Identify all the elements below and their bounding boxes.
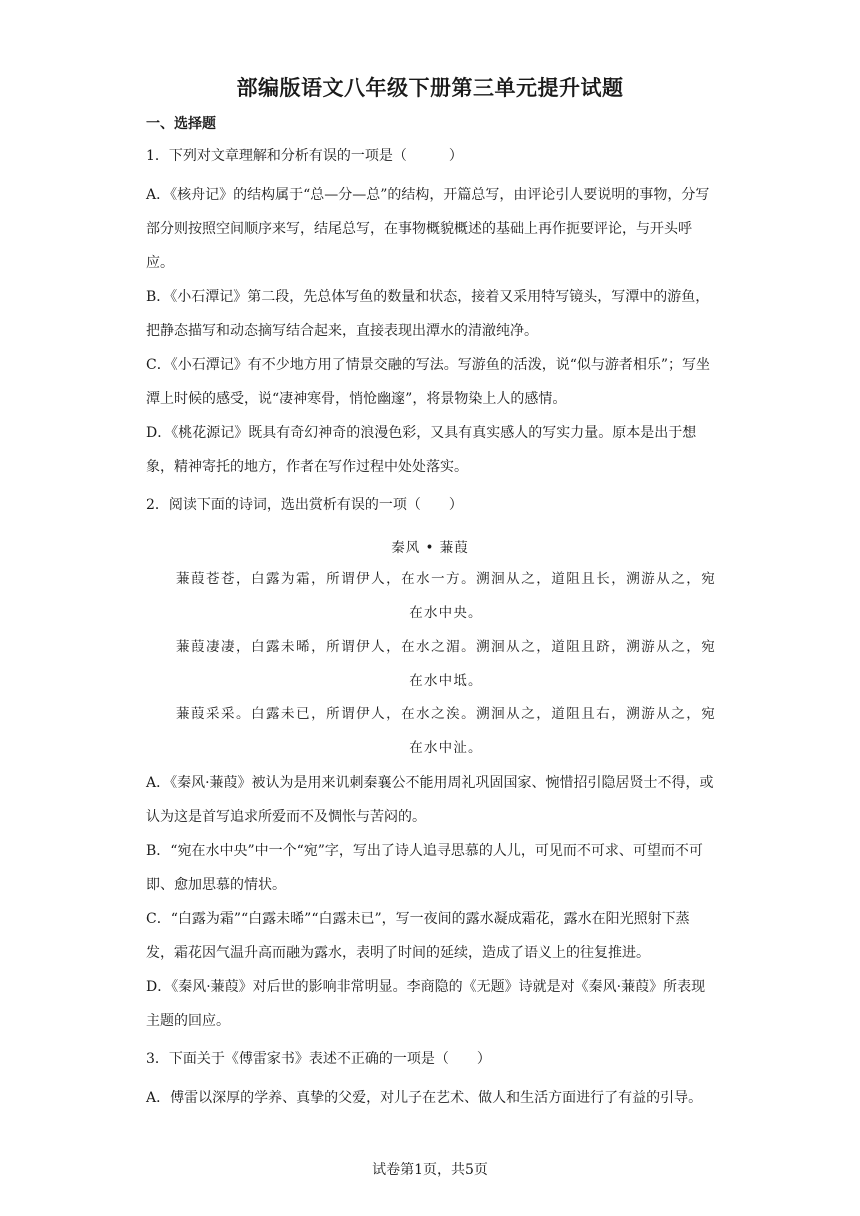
section-heading: 一、选择题 [146, 116, 216, 132]
question-3-stem: 3．下面关于《傅雷家书》表述不正确的一项是（ ） [146, 1051, 491, 1067]
page-title: 部编版语文八年级下册第三单元提升试题 [236, 76, 624, 100]
question-2-option-a: A．《秦风·蒹葭》被认为是用来讥刺秦襄公不能用周礼巩固国家、惋惜招引隐居贤士不得，或认为这是首写追求所爱而不及惆怅与苦闷的。 [146, 775, 714, 825]
question-2-option-b: B．“宛在水中央”中一个“宛”字，写出了诗人追寻思慕的人儿，可见而不可求、可望而不可即、愈加思慕的情状。 [146, 843, 703, 893]
poem-stanza-3: 蒹葭采采。白露未已，所谓伊人，在水之涘。溯洄从之，道阻且右，溯游从之，宛在水中沚。 [176, 706, 716, 756]
question-2-option-d: D．《秦风·蒹葭》对后世的影响非常明显。李商隐的《无题》诗就是对《秦风·蒹葭》所表现主题的回应。 [146, 979, 706, 1029]
question-2-stem: 2．阅读下面的诗词，选出赏析有误的一项（ ） [146, 497, 463, 513]
question-1-option-b: B．《小石潭记》第二段，先总体写鱼的数量和状态，接着又采用特写镜头，写潭中的游鱼，把静态描写和动态摘写结合起来，直接表现出潭水的清澈纯净。 [146, 289, 710, 339]
question-2-option-c: C．“白露为霜”“白露未晞”“白露未已”，写一夜间的露水凝成霜花，露水在阳光照射下蒸发，霜花因气温升高而融为露水，表明了时间的延续，造成了语义上的往复推进。 [146, 911, 690, 961]
question-1-option-a: A．《核舟记》的结构属于“总—分—总”的结构，开篇总写，由评论引人要说明的事物，分写部分则按照空间顺序来写，结尾总写，在事物概貌概述的基础上再作扼要评论，与开头呼应。 [146, 187, 710, 271]
question-3-option-a: A．傅雷以深厚的学养、真挚的父爱，对儿子在艺术、做人和生活方面进行了有益的引导。 [146, 1090, 703, 1106]
question-1-option-d: D．《桃花源记》既具有奇幻神奇的浪漫色彩，又具有真实感人的写实力量。原本是出于想象，精神寄托的地方，作者在写作过程中处处落实。 [146, 425, 697, 475]
poem-stanza-2: 蒹葭凄凄，白露未晞，所谓伊人，在水之湄。溯洄从之，道阻且跻，溯游从之，宛在水中坻。 [176, 639, 716, 689]
page-footer: 试卷第1页，共5页 [372, 1162, 488, 1178]
poem-title: 秦风 • 蒹葭 [391, 540, 469, 556]
question-1-stem: 1．下列对文章理解和分析有误的一项是（ ） [146, 148, 463, 164]
question-1-option-c: C．《小石潭记》有不少地方用了情景交融的写法。写游鱼的活泼，说“似与游者相乐”；写坐潭上时候的感受，说“凄神寒骨，悄怆幽邃”，将景物染上人的感情。 [146, 357, 711, 407]
poem-stanza-1: 蒹葭苍苍，白露为霜，所谓伊人，在水一方。溯洄从之，道阻且长，溯游从之，宛在水中央。 [176, 571, 716, 621]
